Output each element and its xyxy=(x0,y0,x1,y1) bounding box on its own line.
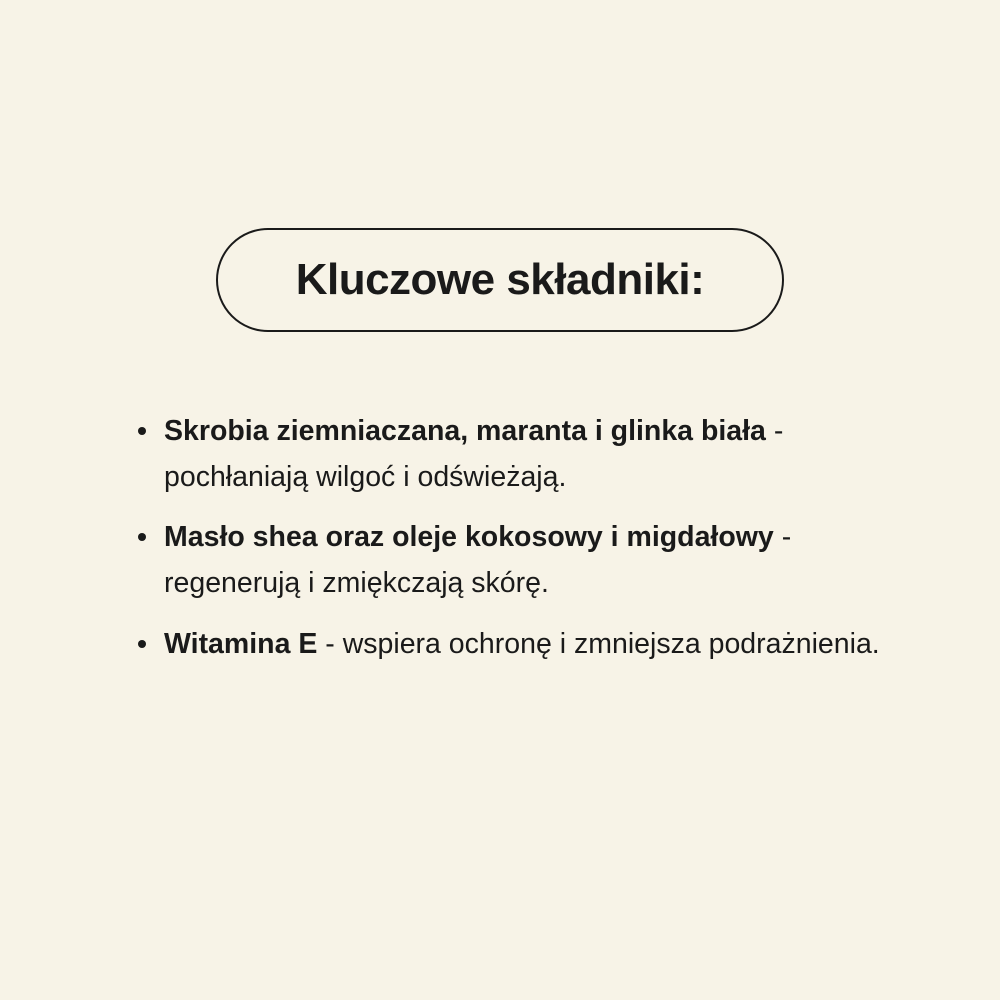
ingredient-description: pochłaniają wilgoć i odświeżają. xyxy=(164,461,567,494)
ingredient-separator: - xyxy=(765,415,784,447)
ingredient-term: Skrobia ziemniaczana, maranta i glinka biała xyxy=(164,415,766,447)
title-pill xyxy=(216,228,784,332)
list-item xyxy=(130,621,920,667)
page-title: Kluczowe składniki: xyxy=(295,255,705,304)
list-item xyxy=(130,408,920,500)
list-item xyxy=(130,514,920,606)
ingredient-description: regenerują i zmiękczają skórę. xyxy=(164,567,549,600)
ingredient-description: wspiera ochronę i zmniejsza podrażnienia. xyxy=(342,627,880,660)
bullet-icon xyxy=(138,640,146,648)
ingredient-separator: - xyxy=(773,521,792,554)
ingredient-term: Masło shea oraz oleje kokosowy i migdałowy xyxy=(164,521,774,554)
ingredients-list xyxy=(130,408,920,667)
ingredient-term: Witamina E xyxy=(164,627,318,660)
ingredient-separator: - xyxy=(317,627,343,660)
bullet-icon xyxy=(138,533,146,541)
bullet-icon xyxy=(138,427,146,435)
